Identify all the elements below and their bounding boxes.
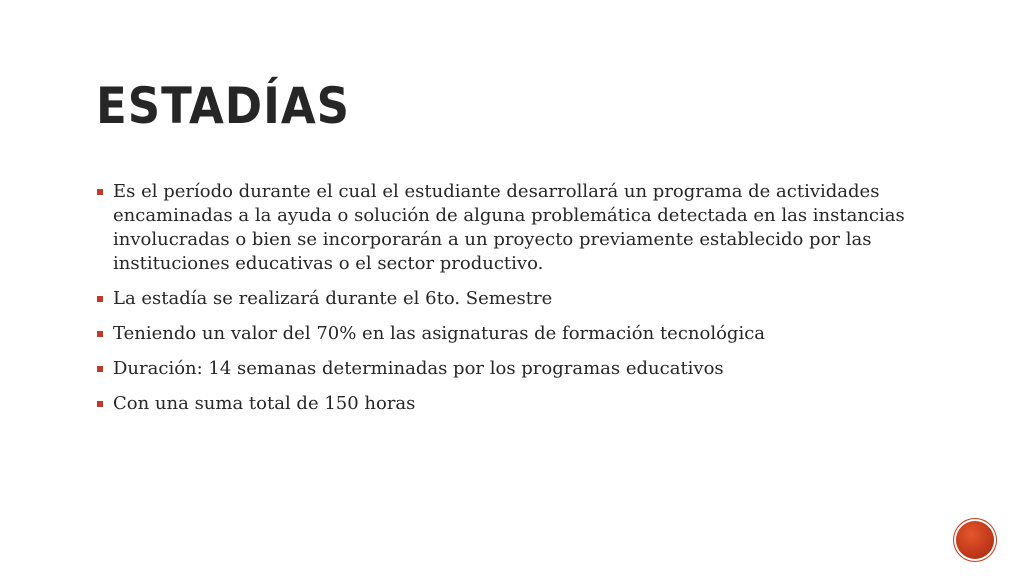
square-bullet-icon xyxy=(97,189,103,195)
square-bullet-icon xyxy=(97,366,103,372)
list-item-text: Con una suma total de 150 horas xyxy=(113,393,416,414)
square-bullet-icon xyxy=(97,296,103,302)
square-bullet-icon xyxy=(97,401,103,407)
list-item-text: Duración: 14 semanas determinadas por los programas educativos xyxy=(113,358,724,379)
list-item xyxy=(96,322,926,346)
list-item-text: Teniendo un valor del 70% en las asignaturas de formación tecnológica xyxy=(113,323,766,344)
list-item xyxy=(96,180,926,276)
slide-title: ESTADÍAS xyxy=(96,77,351,135)
list-item xyxy=(96,357,926,381)
bullet-list xyxy=(96,180,926,427)
list-item-text: La estadía se realizará durante el 6to. Semestre xyxy=(113,288,553,309)
slide-number-badge xyxy=(956,521,994,559)
list-item-text: Es el período durante el cual el estudiante desarrollará un programa de actividades encaminadas a la ayuda o solución de alguna problemática detectada en las instancias involucradas o bien se incorporarán a un proyecto previamente establecido por las instituciones educativas o el sector productivo. xyxy=(113,181,905,274)
list-item xyxy=(96,392,926,416)
list-item xyxy=(96,287,926,311)
square-bullet-icon xyxy=(97,331,103,337)
